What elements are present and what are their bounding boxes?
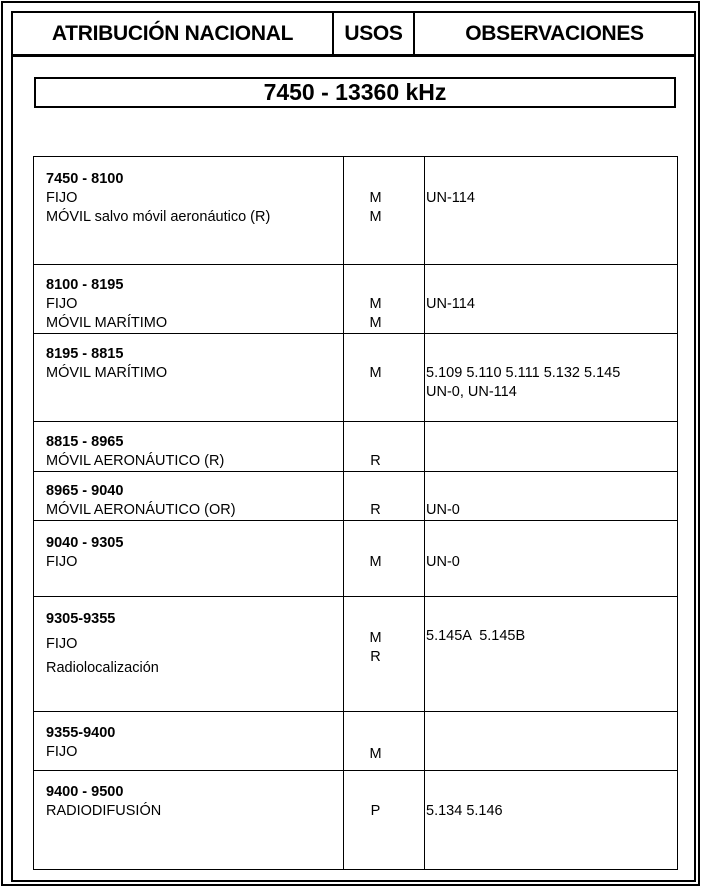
usos-cell [335, 521, 416, 596]
attribution-cell [46, 157, 346, 264]
observaciones-cell [426, 771, 671, 869]
table-row [34, 597, 677, 712]
attribution-cell [46, 472, 346, 520]
uso-code: R [370, 649, 381, 665]
observaciones-cell [426, 265, 671, 333]
attribution-cell [46, 712, 346, 770]
uso-code: R [370, 453, 381, 469]
usos-cell [335, 157, 416, 264]
table-row [34, 334, 677, 422]
service: MÓVIL salvo móvil aeronáutico (R) [46, 209, 271, 225]
uso-code: M [369, 209, 382, 225]
service: Radiolocalización [46, 660, 159, 676]
frequency-range: 9305-9355 [46, 611, 116, 627]
service: FIJO [46, 554, 78, 570]
table-row [34, 472, 677, 521]
attribution-cell [46, 334, 346, 421]
uso-code: M [369, 315, 382, 331]
frequency-range: 9040 - 9305 [46, 535, 124, 551]
observation: 5.145A 5.145B [426, 628, 526, 644]
usos-cell [335, 422, 416, 471]
header-row [13, 13, 694, 57]
header-usos: USOS [334, 13, 415, 54]
observation: UN-114 [426, 190, 475, 206]
observaciones-cell [426, 472, 671, 520]
observation: UN-0 [426, 502, 460, 518]
service: FIJO [46, 190, 78, 206]
frequency-range: 8965 - 9040 [46, 483, 124, 499]
uso-code: R [370, 502, 381, 518]
attribution-cell [46, 597, 346, 711]
header-observaciones: OBSERVACIONES [465, 21, 644, 45]
service: MÓVIL AERONÁUTICO (R) [46, 453, 225, 469]
service: FIJO [46, 744, 78, 760]
header-atribucion-nacional: ATRIBUCIÓN NACIONAL [13, 13, 334, 54]
observaciones-cell [426, 521, 671, 596]
table-frame [11, 11, 696, 882]
band-title: 7450 - 13360 kHz [34, 77, 676, 108]
usos-cell [335, 265, 416, 333]
service: MÓVIL MARÍTIMO [46, 315, 168, 331]
observation: 5.134 5.146 [426, 803, 503, 819]
service: MÓVIL AERONÁUTICO (OR) [46, 502, 236, 518]
service: FIJO [46, 296, 78, 312]
observation: 5.109 5.110 5.111 5.132 5.145 [426, 365, 621, 381]
table-row [34, 157, 677, 265]
table-row [34, 771, 677, 869]
usos-cell [335, 597, 416, 711]
observation: UN-0, UN-114 [426, 384, 517, 400]
frequency-range: 9400 - 9500 [46, 784, 124, 800]
page-frame [1, 1, 700, 886]
uso-code: M [369, 296, 382, 312]
attribution-cell [46, 771, 346, 869]
observaciones-cell [426, 712, 671, 770]
usos-cell [335, 334, 416, 421]
observaciones-cell [426, 334, 671, 421]
observaciones-cell [426, 157, 671, 264]
frequency-range: 8815 - 8965 [46, 434, 124, 450]
service: MÓVIL MARÍTIMO [46, 365, 168, 381]
table-row [34, 521, 677, 597]
frequency-range: 9355-9400 [46, 725, 116, 741]
frequency-range: 8195 - 8815 [46, 346, 124, 362]
usos-cell [335, 771, 416, 869]
uso-code: M [369, 554, 382, 570]
uso-code: M [369, 630, 382, 646]
observation: UN-0 [426, 554, 460, 570]
table-row [34, 712, 677, 771]
observaciones-cell [426, 422, 671, 471]
table-row [34, 265, 677, 334]
service: RADIODIFUSIÓN [46, 803, 162, 819]
attribution-cell [46, 521, 346, 596]
uso-code: M [369, 365, 382, 381]
allocation-table [33, 156, 678, 870]
uso-code: M [369, 746, 382, 762]
uso-code: M [369, 190, 382, 206]
observation: UN-114 [426, 296, 475, 312]
usos-cell [335, 472, 416, 520]
observaciones-cell [426, 597, 671, 711]
uso-code: P [370, 803, 381, 819]
frequency-range: 7450 - 8100 [46, 171, 124, 187]
service: FIJO [46, 636, 78, 652]
attribution-cell [46, 422, 346, 471]
usos-cell [335, 712, 416, 770]
frequency-range: 8100 - 8195 [46, 277, 124, 293]
attribution-cell [46, 265, 346, 333]
table-row [34, 422, 677, 472]
